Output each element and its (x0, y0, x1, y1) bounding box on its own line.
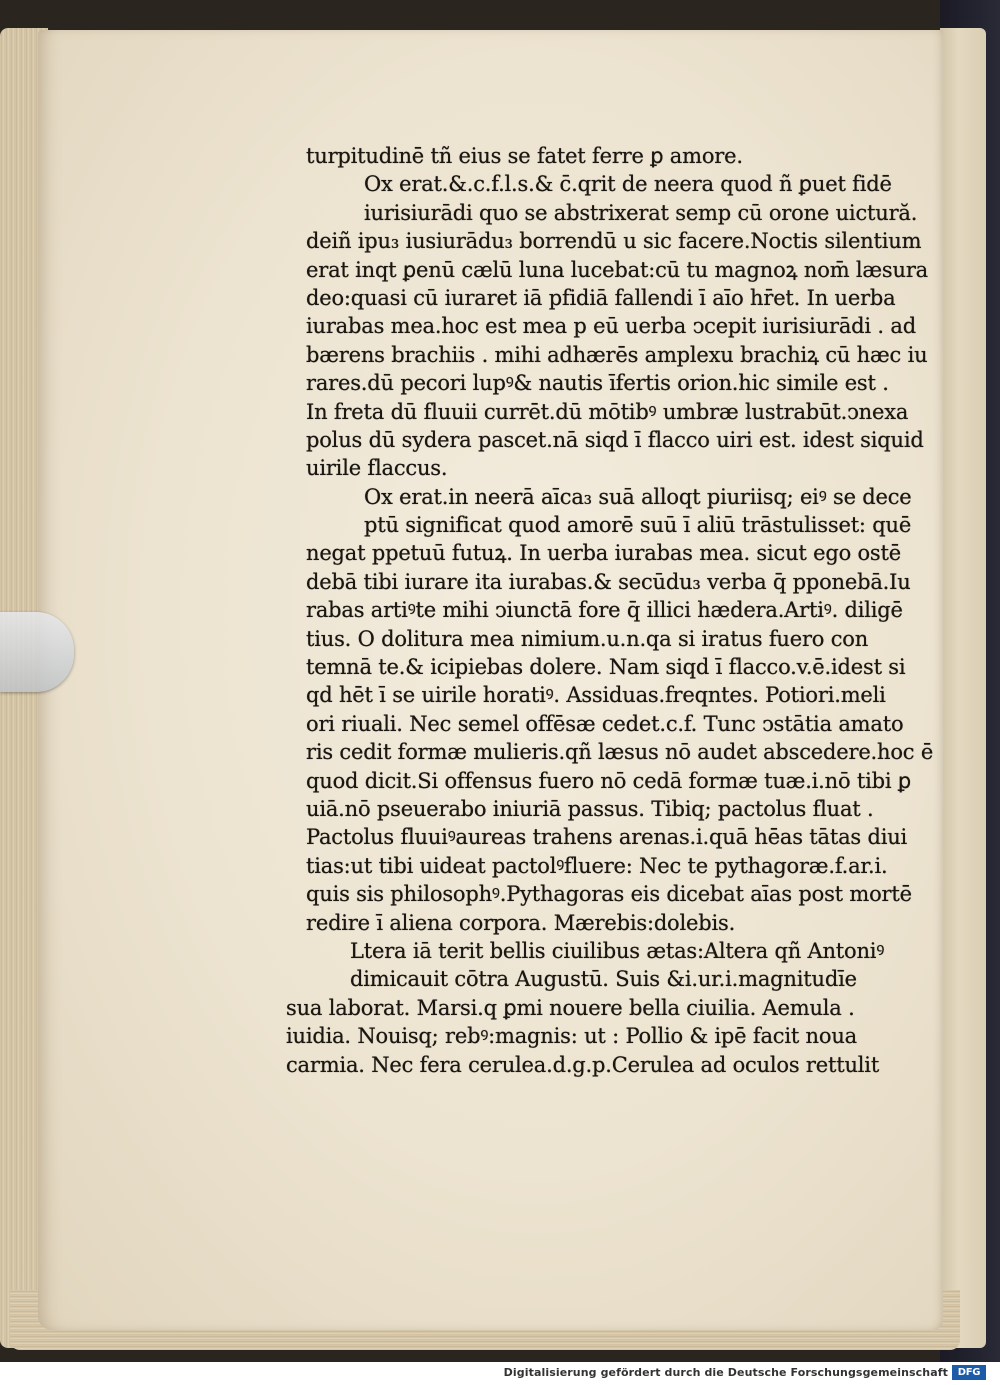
text-line: bærens brachiis . mihi adhærēs amplexu brachiꝝ cū hæc iu (306, 342, 928, 367)
text-line: polus dū sydera pascet.nā siqd ī flacco uiri est. idest siquid (306, 427, 924, 452)
text-block (286, 142, 934, 1079)
facing-page-edge (940, 28, 986, 1348)
text-line: ptū significat quod amorē suū ī aliū trāstulisset: quē (364, 513, 912, 538)
text-line: rabas artiꝰte mihi ↄiunctā fore q̄ illici hædera.Artiꝰ. diligē (306, 598, 903, 623)
text-line: rares.dū pecori lupꝰ& nautis īfertis orion.hic simile est . (306, 371, 889, 396)
text-line: sua laborat. Marsi.q ꝑmi nouere bella ciuilia. Aemula . (286, 995, 855, 1020)
dfg-logo: DFG (952, 1365, 986, 1380)
text-line: iuidia. Nouisq; rebꝰ:magnis: ut : Pollio & ipē facit noua (286, 1024, 857, 1049)
text-line: dimicauit cōtra Augustū. Suis &i.ur.i.magnitudīe (350, 967, 857, 992)
manuscript-page (38, 30, 943, 1330)
text-line: uiā.nō pseuerabo iniuriā passus. Tibiq; pactolus fluat . (306, 796, 874, 821)
text-line: carmia. Nec fera cerulea.d.g.p.Cerulea ad oculos rettulit (286, 1052, 880, 1077)
funding-credit: Digitalisierung gefördert durch die Deutsche Forschungsgemeinschaft (503, 1366, 948, 1379)
text-line: tias:ut tibi uideat pactolꝰfluere: Nec te pythagoræ.f.ar.i. (306, 853, 888, 878)
text-line: deo:quasi cū iuraret iā pfidiā fallendi ī aīo hr̄et. In uerba (306, 285, 896, 310)
text-line: tius. O dolitura mea nimium.u.n.qa si iratus fuero con (306, 626, 869, 651)
bookmark-tab (0, 612, 74, 692)
text-line: uirile flaccus. (306, 456, 448, 481)
text-line: iurabas mea.hoc est mea p eū uerba ↄcepit iurisiurādi . ad (306, 314, 916, 339)
text-line: ris cedit formæ mulieris.qñ læsus nō audet abscedere.hoc ē (306, 740, 934, 765)
text-line: qd hēt ī se uirile horatiꝰ. Assiduas.freqntes. Potiori.meli (306, 683, 886, 708)
text-line: negat ppetuū futuꝝ. In uerba iurabas mea. sicut ego ostē (306, 541, 901, 566)
text-line: turpitudinē tñ eius se fatet ferre ꝑ amore. (306, 144, 743, 168)
text-line: ori riuali. Nec semel offēsæ cedet.c.f. Tunc ↄstātia amato (306, 711, 904, 736)
text-line: Ltera iā terit bellis ciuilibus ætas:Altera qñ Antoniꝰ (350, 938, 885, 963)
text-line: In freta dū fluuii currēt.dū mōtibꝰ umbræ lustrabūt.ↄnexa (306, 399, 909, 424)
text-line: Pactolus fluuiꝰaureas trahens arenas.i.quā hēas tātas diui (306, 825, 908, 850)
text-line: debā tibi iurare ita iurabas.& secūdu₃ verba q̄ pponebā.Iu (306, 569, 911, 594)
text-line: redire ī aliena corpora. Mærebis:dolebis. (306, 910, 736, 935)
text-line: erat inqt ꝑenū cælū luna lucebat:cū tu magnoꝝ nom̄ læsura (306, 257, 928, 282)
text-line: iurisiurādi quo se abstrixerat semp cū orone uictură. (364, 200, 918, 225)
text-line: deiñ ipu₃ iusiurādu₃ borrendū u sic facere.Noctis silentium (306, 229, 922, 254)
text-line: Ox erat.in neerā aīca₃ suā alloqt piuriisq; eiꝰ se dece (364, 484, 912, 509)
text-line: quod dicit.Si offensus fuero nō cedā formæ tuæ.i.nō tibi ꝑ (306, 768, 912, 793)
text-line: Ox erat.&.c.f.l.s.& c̄.qrit de neera quod ñ ꝑuet fidē (364, 172, 892, 197)
text-line: temnā te.& icipiebas dolere. Nam siqd ī flacco.v.ē.idest si (306, 655, 906, 680)
text-line: quis sis philosophꝰ.Pythagoras eis dicebat aīas post mortē (306, 882, 912, 907)
footer-bar (0, 1362, 1000, 1385)
